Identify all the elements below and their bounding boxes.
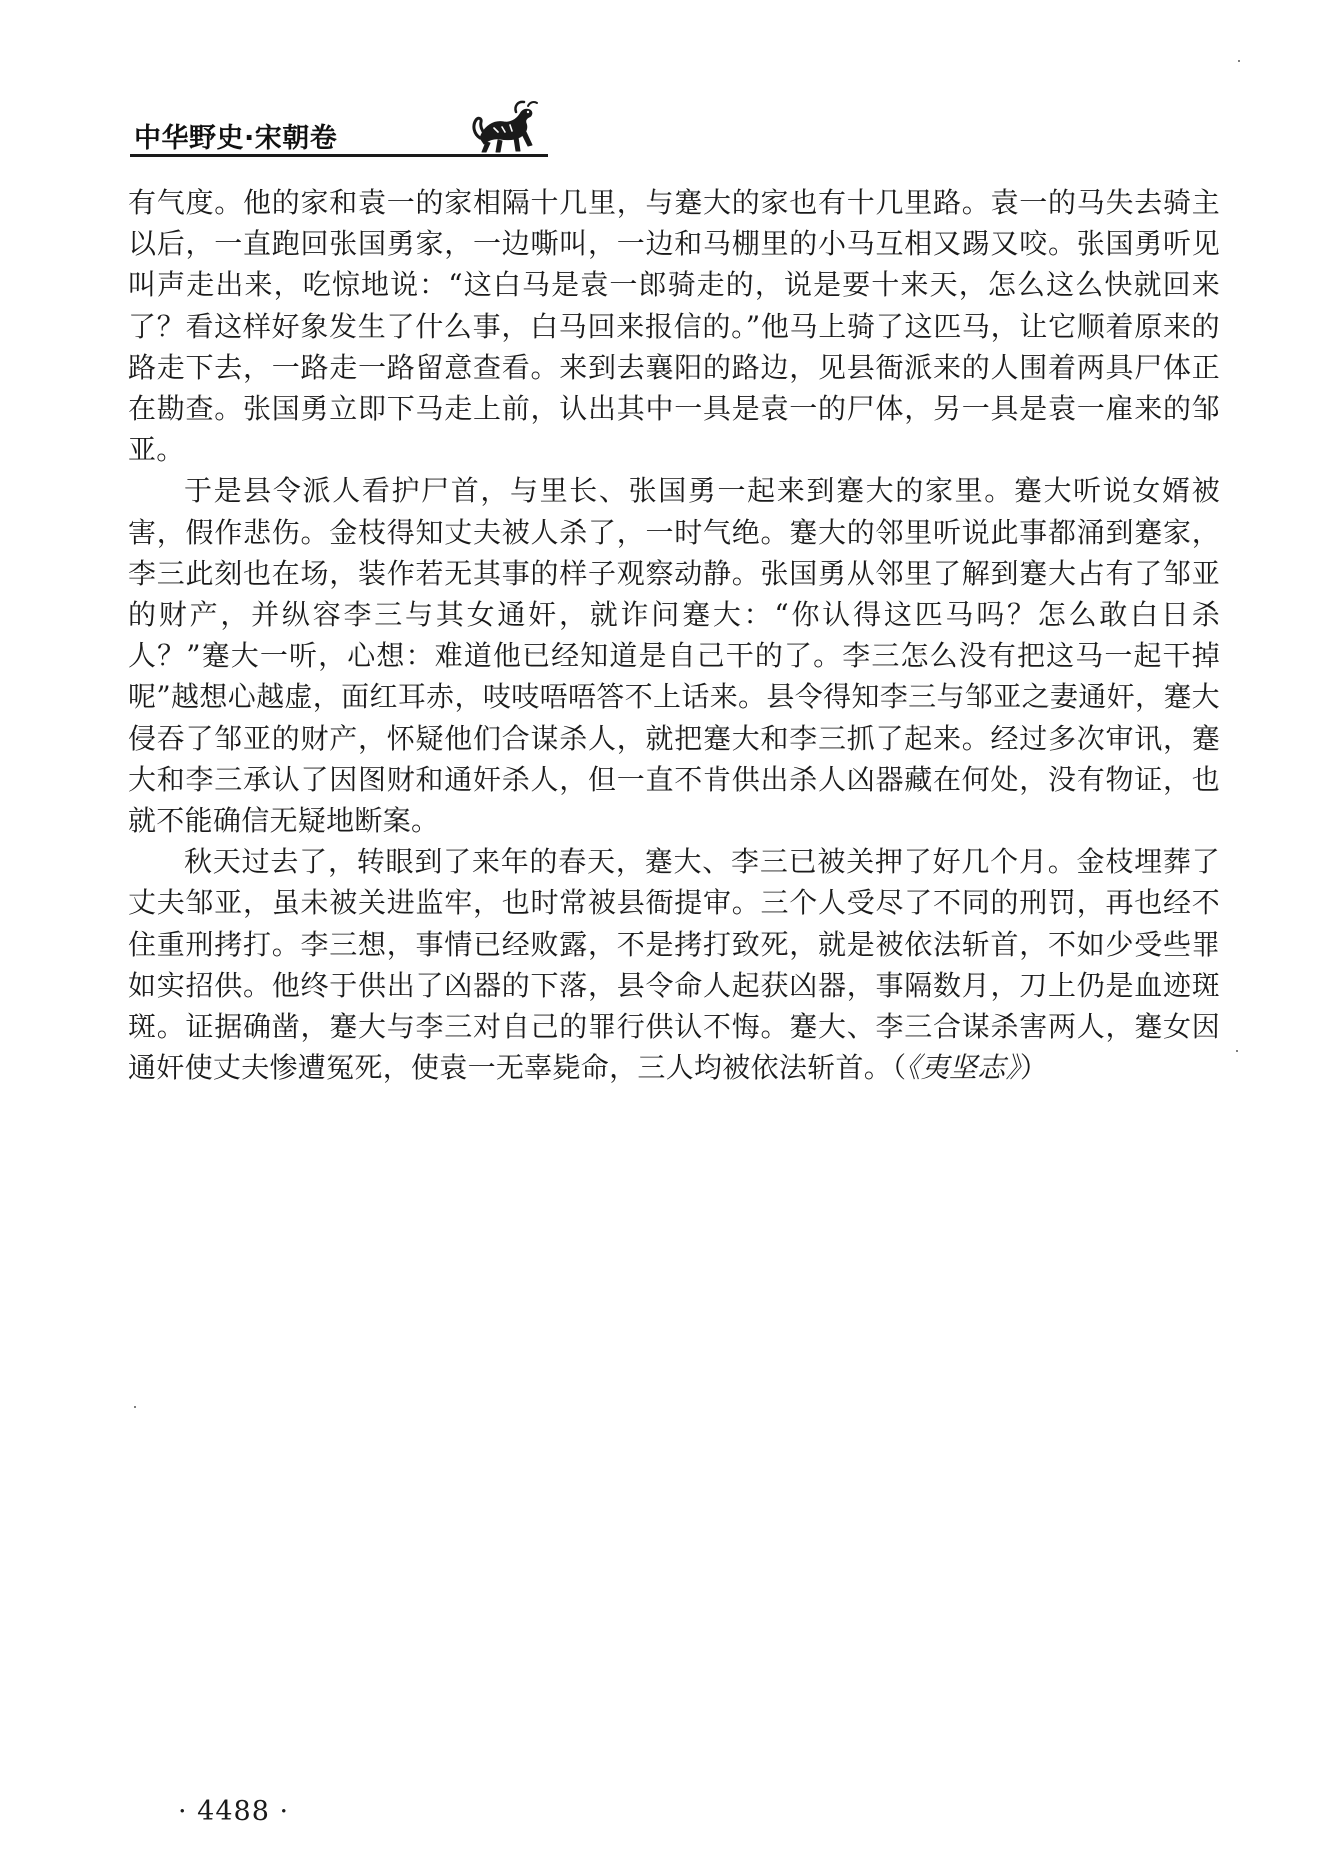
scan-speck — [1236, 1050, 1238, 1052]
header-rule — [130, 154, 548, 157]
paragraph-2: 于是县令派人看护尸首，与里长、张国勇一起来到蹇大的家里。蹇大听说女婿被害，假作悲伤。金枝得知丈夫被人杀了，一时气绝。蹇大的邻里听说此事都涌到蹇家，李三此刻也在场，装作若无其事的样子观察动静。张国勇从邻里了解到蹇大占有了邹亚的财产，并纵容李三与其女通奸，就诈问蹇大：“你认得这匹马吗？怎么敢白日杀人？”蹇大一听，心想：难道他已经知道是自己干的了。李三怎么没有把这马一起干掉呢”越想心越虚，面红耳赤，吱吱唔唔答不上话来。县令得知李三与邹亚之妻通奸，蹇大侵吞了邹亚的财产，怀疑他们合谋杀人，就把蹇大和李三抓了起来。经过多次审讯，蹇大和李三承认了因图财和通奸杀人，但一直不肯供出杀人凶器藏在何处，没有物证，也就不能确信无疑地断案。 — [128, 474, 1220, 838]
paragraph-3-text: 秋天过去了，转眼到了来年的春天，蹇大、李三已被关押了好几个月。金枝埋葬了丈夫邹亚，虽未被关进监牢，也时常被县衙提审。三个人受尽了不同的刑罚，再也经不住重刑拷打。李三想，事情已经败露，不是拷打致死，就是被依法斩首，不如少受些罪如实招供。他终于供出了凶器的下落，县令命人起获凶器，事隔数月，刀上仍是血迹斑斑。证据确凿，蹇大与李三对自己的罪行供认不悔。蹇大、李三合谋杀害两人，蹇女因通奸使丈夫惨遭冤死，使袁一无辜毙命，三人均被依法斩首。（ — [128, 845, 1220, 1085]
source-citation: 《夷坚志》 — [906, 1051, 1020, 1085]
paragraph-3 — [128, 841, 1220, 1088]
tiger-emblem-icon — [470, 98, 542, 154]
article-body — [128, 182, 1220, 1088]
scan-speck — [1238, 60, 1240, 62]
running-header — [130, 112, 548, 154]
scan-speck — [134, 1406, 136, 1408]
page-number: · 4488 · — [178, 1796, 290, 1827]
paragraph-1: 有气度。他的家和袁一的家相隔十几里，与蹇大的家也有十几里路。袁一的马失去骑主以后，一直跑回张国勇家，一边嘶叫，一边和马棚里的小马互相又踢又咬。张国勇听见叫声走出来，吃惊地说：“这白马是袁一郎骑走的，说是要十来天，怎么这么快就回来了？看这样好象发生了什么事，白马回来报信的。”他马上骑了这匹马，让它顺着原来的路走下去，一路走一路留意查看。来到去襄阳的路边，见县衙派来的人围着两具尸体正在勘查。张国勇立即下马走上前，认出其中一具是袁一的尸体，另一具是袁一雇来的邹亚。 — [128, 186, 1220, 467]
source-close-paren: ） — [1019, 1051, 1049, 1085]
book-series-title: 中华野史·宋朝卷 — [134, 123, 338, 154]
